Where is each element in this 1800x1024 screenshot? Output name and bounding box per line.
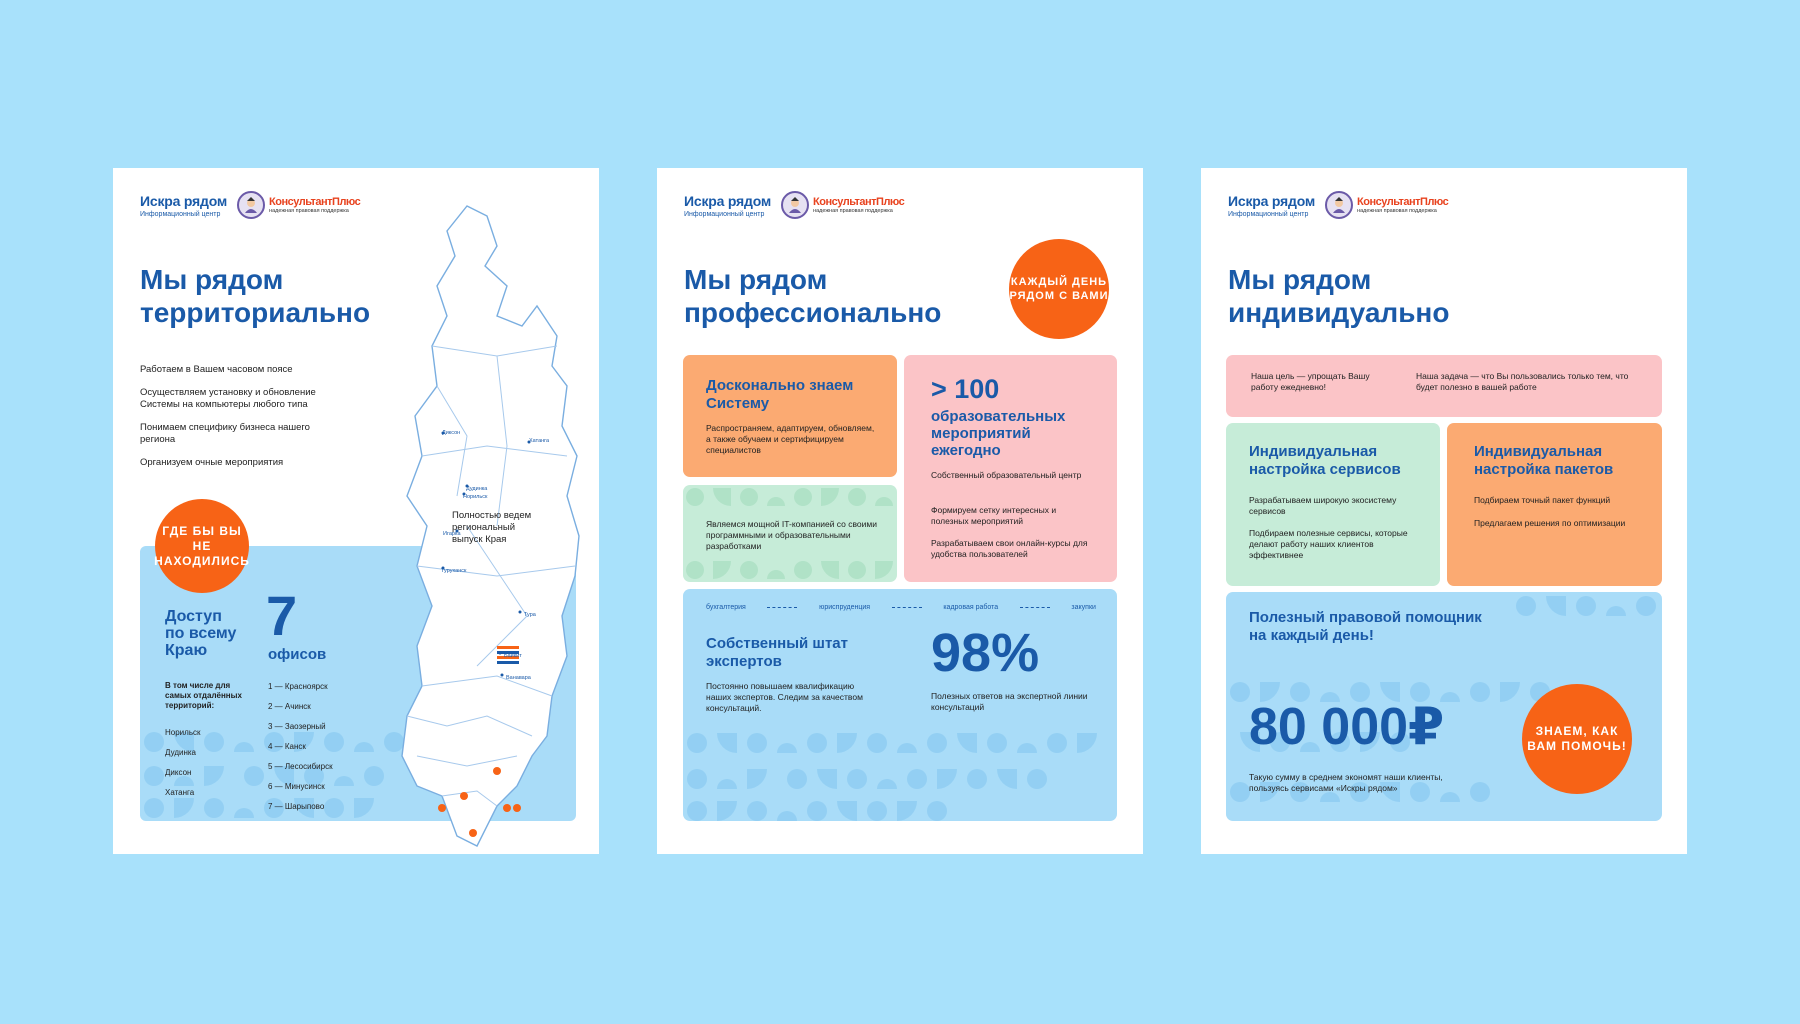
list-item: Организуем очные мероприятия — [140, 457, 284, 468]
savings-amount: 80 000₽ — [1249, 698, 1445, 756]
brand-subtitle: Информационный центр — [684, 211, 765, 218]
partner-logo — [1325, 191, 1448, 219]
partner-subtitle: надежная правовая поддержка — [1357, 208, 1437, 214]
access-heading: Доступ по всему Краю — [165, 608, 237, 659]
map-label: Полностью ведем региональный выпуск Края — [452, 510, 532, 545]
list-item: 4 — Канск — [268, 742, 306, 751]
map-city-label: Хатанга — [529, 438, 550, 444]
partner-subtitle: надежная правовая поддержка — [813, 208, 893, 214]
list-item: Диксон — [165, 768, 192, 777]
list-item: 3 — Заозерный — [268, 722, 326, 731]
page-title: Мы рядом профессионально — [684, 264, 942, 328]
daily-badge: КАЖДЫЙ ДЕНЬ РЯДОМ С ВАМИ — [1009, 239, 1109, 339]
partner-subtitle: надежная правовая поддержка — [269, 208, 349, 214]
events-card: > 100 образовательных мероприятий ежегодно Собственный образовательный центр Формируем сетку интересных и полезных мероприятий Разрабатываем свои онлайн-курсы для удобства пользователей — [904, 355, 1117, 582]
remote-heading: В том числе для самых отдалённых территорий: — [165, 681, 242, 710]
tag-row — [706, 604, 1096, 611]
partner-mascot-icon — [237, 191, 265, 219]
office-list — [268, 682, 333, 822]
tag-label: закупки — [1071, 604, 1096, 611]
page-title: Мы рядом территориально — [140, 264, 371, 328]
poster-individual — [1201, 168, 1687, 854]
list-item: 6 — Минусинск — [268, 782, 325, 791]
list-item: Норильск — [165, 728, 201, 737]
map-city-label: Игарка — [443, 531, 461, 537]
list-item: Дудинка — [165, 748, 197, 757]
map-city-label: Диксон — [442, 430, 461, 436]
bullet-list — [140, 364, 340, 480]
brand-logo — [1228, 193, 1315, 218]
list-item: Понимаем специфику бизнеса нашего региона — [140, 422, 310, 445]
location-badge: ГДЕ БЫ ВЫ НЕ НАХОДИЛИСЬ — [155, 499, 249, 593]
brand-logo — [684, 193, 771, 218]
brand-logo — [140, 193, 227, 218]
map-city-label: Тура — [524, 612, 536, 618]
brand-subtitle: Информационный центр — [140, 211, 221, 218]
page-title: Мы рядом индивидуально — [1228, 264, 1450, 328]
list-item: 2 — Ачинск — [268, 702, 311, 711]
brand-name: Искра рядом — [140, 193, 228, 209]
poster-territorial — [113, 168, 599, 854]
experts-card: бухгалтерия юриспруденция кадровая работа закупки Собственный штат экспертов Постоянно повышаем квалификацию наших экспертов. Следим за качеством консультаций. 98% Полезных ответов на экспертной линии консультаций — [683, 589, 1117, 821]
brand-accent: рядом — [183, 193, 228, 209]
list-item: Осуществляем установку и обновление Системы на компьютеры любого типа — [140, 387, 316, 410]
list-item: 5 — Лесосибирск — [268, 762, 333, 771]
map-city-label: Ванавара — [506, 675, 531, 681]
brand-accent: рядом — [727, 193, 772, 209]
list-item: 7 — Шарыпово — [268, 802, 325, 811]
partner-mascot-icon — [781, 191, 809, 219]
it-card: Являемся мощной IT-компанией со своими программными и образовательными разработками — [683, 485, 897, 582]
partner-name: КонсультантПлюс — [813, 196, 905, 208]
brand-name: Искра рядом — [684, 193, 772, 209]
brand-name: Искра рядом — [1228, 193, 1316, 209]
logo-row — [684, 193, 904, 219]
map-city-label: Дудинка — [466, 486, 488, 492]
offices-label: офисов — [268, 646, 327, 663]
partner-logo — [781, 191, 904, 219]
brand-subtitle: Информационный центр — [1228, 211, 1309, 218]
packages-card: Индивидуальная настройка пакетов Подбираем точный пакет функций Предлагаем решения по оптимизации — [1447, 423, 1662, 586]
tag-label: бухгалтерия — [706, 604, 746, 611]
map-city-label: Норильск — [463, 494, 488, 500]
logo-row — [1228, 193, 1448, 219]
system-card: Досконально знаем Систему Распространяем, адаптируем, обновляем, а также обучаем и сертифицируем специалистов — [683, 355, 897, 477]
brand-accent: рядом — [1271, 193, 1316, 209]
list-item: 1 — Красноярск — [268, 682, 328, 691]
goal-card: Наша цель — упрощать Вашу работу ежедневно! Наша задача — что Вы пользовались только тем, что будет полезно в вашей работе — [1226, 355, 1662, 417]
partner-mascot-icon — [1325, 191, 1353, 219]
offices-count: 7 — [266, 584, 298, 647]
list-item: Работаем в Вашем часовом поясе — [140, 364, 293, 375]
savings-card: Полезный правовой помощник на каждый день! 80 000₽ Такую сумму в среднем экономят наши клиенты, пользуясь сервисами «Искры рядом» — [1226, 592, 1662, 821]
list-item: Хатанга — [165, 788, 195, 797]
tag-label: юриспруденция — [819, 604, 871, 611]
tag-label: кадровая работа — [943, 604, 999, 611]
help-badge: ЗНАЕМ, КАК ВАМ ПОМОЧЬ! — [1522, 684, 1632, 794]
partner-name: КонсультантПлюс — [269, 196, 361, 208]
poster-professional — [657, 168, 1143, 854]
partner-name: КонсультантПлюс — [1357, 196, 1449, 208]
logo-row — [140, 193, 360, 219]
map-city-label: Байкит — [504, 653, 522, 659]
services-card: Индивидуальная настройка сервисов Разрабатываем широкую экосистему сервисов Подбираем полезные сервисы, которые делают работу наших клиентов эффективнее — [1226, 423, 1440, 586]
map-city-label: Туруханск — [441, 568, 467, 574]
remote-list — [165, 728, 200, 808]
partner-logo — [237, 191, 360, 219]
